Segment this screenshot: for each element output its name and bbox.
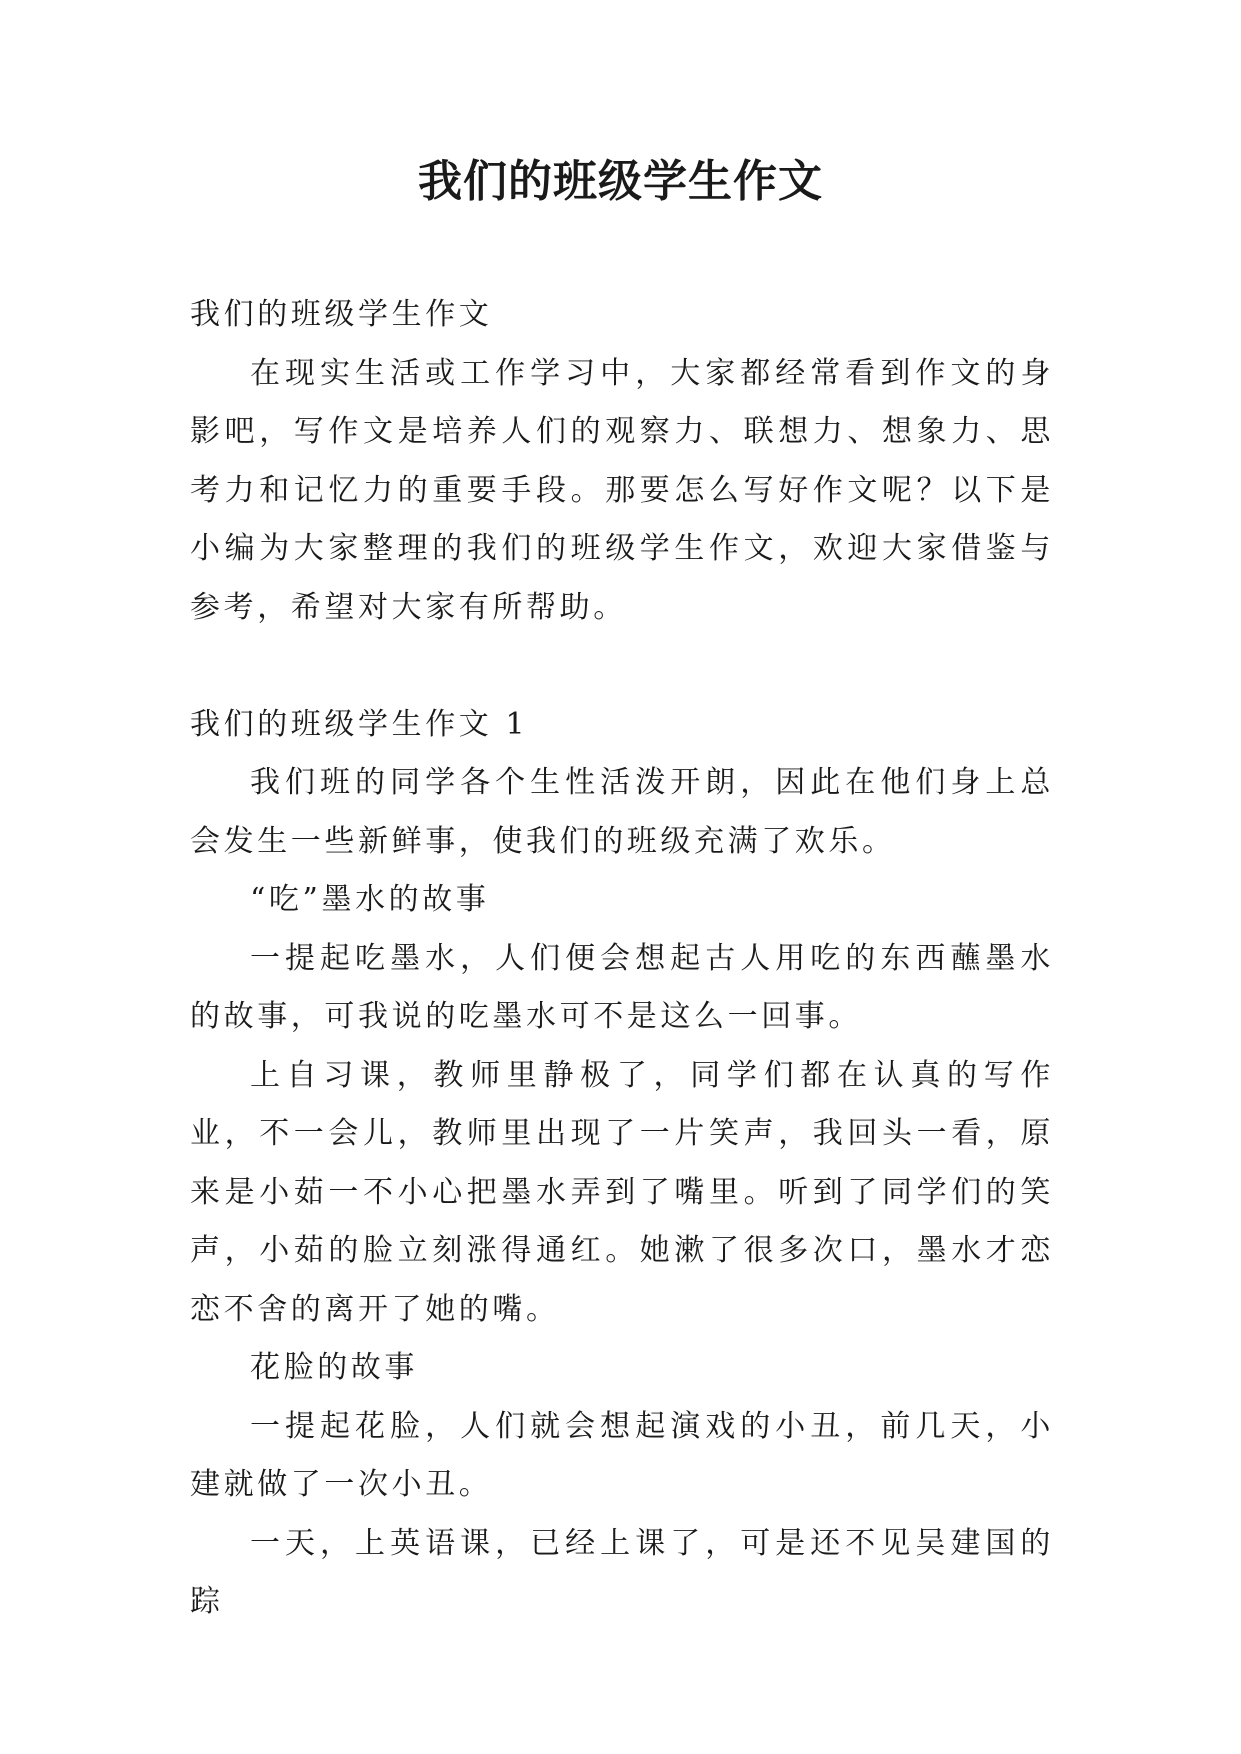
body-paragraph: 我们班的同学各个生性活泼开朗，因此在他们身上总会发生一些新鲜事，使我们的班级充满了欢乐。 — [190, 765, 1054, 859]
body-paragraph: 一提起吃墨水，人们便会想起古人用吃的东西蘸墨水的故事，可我说的吃墨水可不是这么一回事。 — [190, 940, 1054, 1034]
section-heading: 我们的班级学生作文 1 — [190, 706, 529, 742]
story-heading: “吃”墨水的故事 — [250, 882, 490, 917]
body-paragraph: 一提起花脸，人们就会想起演戏的小丑，前几天，小建就做了一次小丑。 — [190, 1408, 1054, 1502]
body-paragraph: 一天，上英语课，已经上课了，可是还不见吴建国的踪 — [190, 1525, 1054, 1619]
document-body — [190, 286, 1054, 1632]
intro-paragraph: 在现实生活或工作学习中，大家都经常看到作文的身影吧，写作文是培养人们的观察力、联想力、想象力、思考力和记忆力的重要手段。那要怎么写好作文呢？以下是小编为大家整理的我们的班级学生作文，欢迎大家借鉴与参考，希望对大家有所帮助。 — [190, 355, 1054, 625]
body-paragraph: 上自习课，教师里静极了，同学们都在认真的写作业，不一会儿，教师里出现了一片笑声，我回头一看，原来是小茹一不小心把墨水弄到了嘴里。听到了同学们的笑声，小茹的脸立刻涨得通红。她漱了很多次口，墨水才恋恋不舍的离开了她的嘴。 — [190, 1057, 1054, 1327]
document-title: 我们的班级学生作文 — [418, 156, 823, 207]
paragraph-spacer — [190, 637, 1054, 696]
story-heading: 花脸的故事 — [250, 1350, 418, 1385]
subtitle-paragraph: 我们的班级学生作文 — [190, 297, 493, 332]
